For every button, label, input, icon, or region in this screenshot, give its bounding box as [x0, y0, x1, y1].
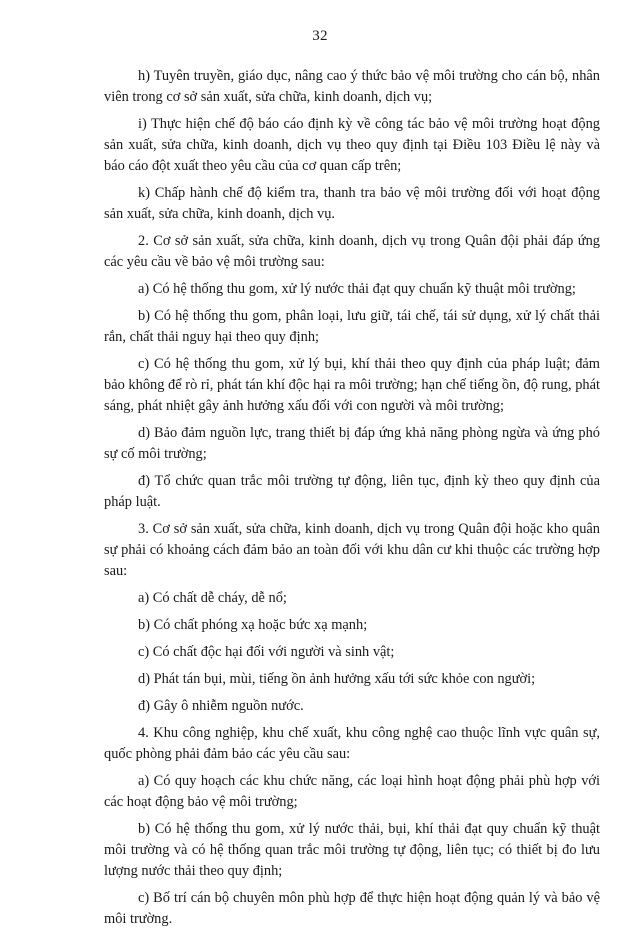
paragraph-section-3: 3. Cơ sở sản xuất, sửa chữa, kinh doanh, dịch vụ trong Quân đội hoặc kho quân sự phải có khoảng cách đảm bảo an toàn đối với khu dân cư khi thuộc các trường hợp sau: [104, 521, 600, 579]
paragraph-3d: d) Phát tán bụi, mùi, tiếng ồn ảnh hưởng xấu tới sức khỏe con người; [138, 671, 536, 687]
paragraph-2a: a) Có hệ thống thu gom, xử lý nước thải đạt quy chuẩn kỹ thuật môi trường; [138, 281, 576, 297]
paragraph-3c: c) Có chất độc hại đối với người và sinh vật; [138, 644, 395, 660]
paragraph-section-2: 2. Cơ sở sản xuất, sửa chữa, kinh doanh, dịch vụ trong Quân đội phải đáp ứng các yêu cầu về bảo vệ môi trường sau: [104, 233, 600, 270]
paragraph-3b: b) Có chất phóng xạ hoặc bức xạ mạnh; [138, 617, 368, 633]
paragraph-4c: c) Bố trí cán bộ chuyên môn phù hợp để thực hiện hoạt động quản lý và bảo vệ môi trường. [104, 890, 600, 927]
paragraph-2dd: đ) Tổ chức quan trắc môi trường tự động, liên tục, định kỳ theo quy định của pháp luật. [104, 473, 600, 510]
page-number: 32 [312, 28, 328, 44]
paragraph-2b: b) Có hệ thống thu gom, phân loại, lưu giữ, tái chế, tái sử dụng, xử lý chất thải rắn, chất thải nguy hại theo quy định; [104, 308, 600, 345]
paragraph-i: i) Thực hiện chế độ báo cáo định kỳ về công tác bảo vệ môi trường hoạt động sản xuất, sửa chữa, kinh doanh, dịch vụ theo quy định tại Điều 103 Điều lệ này và báo cáo đột xuất theo yêu cầu của cơ quan cấp trên; [104, 116, 600, 174]
paragraph-3dd: đ) Gây ô nhiễm nguồn nước. [138, 698, 304, 714]
paragraph-4b: b) Có hệ thống thu gom, xử lý nước thải, bụi, khí thải đạt quy chuẩn kỹ thuật môi trường và có hệ thống quan trắc môi trường tự động, liên tục; có thiết bị đo lưu lượng nước thải theo quy định; [104, 821, 600, 879]
paragraph-k: k) Chấp hành chế độ kiểm tra, thanh tra bảo vệ môi trường đối với hoạt động sản xuất, sửa chữa, kinh doanh, dịch vụ. [104, 185, 600, 222]
paragraph-2c: c) Có hệ thống thu gom, xử lý bụi, khí thải theo quy định của pháp luật; đảm bảo không để rò rỉ, phát tán khí độc hại ra môi trường; hạn chế tiếng ồn, độ rung, phát sáng, phát nhiệt gây ảnh hưởng xấu đối với con người và môi trường; [104, 356, 600, 414]
paragraph-4a: a) Có quy hoạch các khu chức năng, các loại hình hoạt động phải phù hợp với các hoạt động bảo vệ môi trường; [104, 773, 600, 810]
paragraph-section-4: 4. Khu công nghiệp, khu chế xuất, khu công nghệ cao thuộc lĩnh vực quân sự, quốc phòng phải đảm bảo các yêu cầu sau: [104, 725, 600, 762]
paragraph-h: h) Tuyên truyền, giáo dục, nâng cao ý thức bảo vệ môi trường cho cán bộ, nhân viên trong cơ sở sản xuất, sửa chữa, kinh doanh, dịch vụ; [104, 68, 600, 105]
document-body [104, 66, 600, 936]
paragraph-3a: a) Có chất dễ cháy, dễ nổ; [138, 590, 287, 606]
paragraph-2d: d) Bảo đảm nguồn lực, trang thiết bị đáp ứng khả năng phòng ngừa và ứng phó sự cố môi trường; [104, 425, 600, 462]
